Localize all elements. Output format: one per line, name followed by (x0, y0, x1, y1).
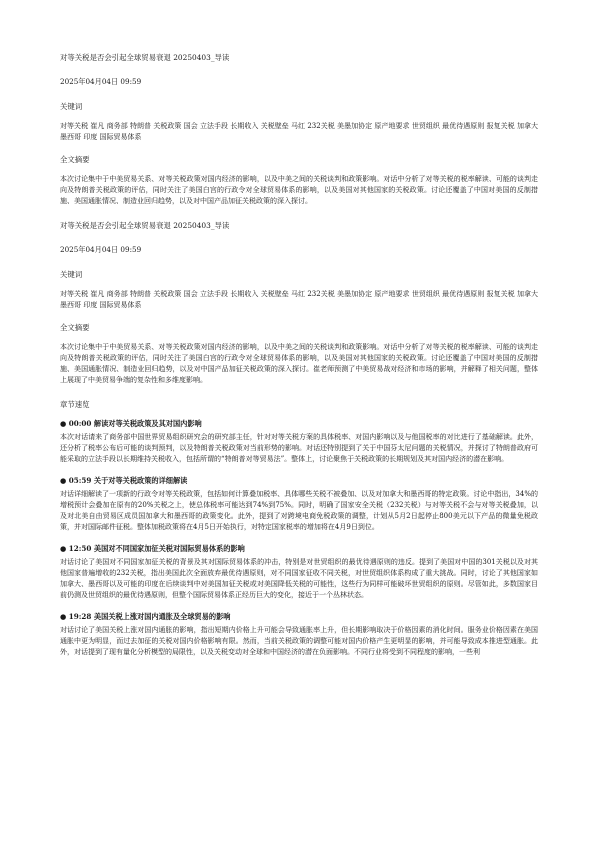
summary-text-repeat: 本次讨论集中于中美贸易关系、对等关税政策对国内经济的影响，以及中美之间的关税谈判和政策影响。对话中分析了对等关税的税率解读、可能的谈判走向及特朗普关税政策的评估，同时关注了美国白宫的行政令对全球贸易体系的影响，以及美国对其他国家的关税政策。讨论还覆盖了中国对美国的反制措施、美国通胀情况、制造业回归趋势，以及对中国产品加征关税政策的深入探讨。崔老师预测了中美贸易战对经济和市场的影响，并解释了相关问题，整体上展现了中美贸易争端的复杂性和多维度影响。 (60, 343, 538, 384)
document-date: 2025年04月04日 09:59 (60, 77, 142, 86)
document-title-repeat: 对等关税是否会引起全球贸易衰退 20250403_导读 (60, 221, 230, 230)
chapter-section (60, 419, 538, 465)
keywords-text-repeat: 对等关税 崔凡 商务部 特朗普 关税政策 国会 立法手段 长期收入 关税壁垒 马红 232关税 美墨加协定 原产地要求 世贸组织 最优待遇原则 报复关税 加拿大 墨西哥 印度 国际贸易体系 (60, 290, 538, 309)
chapter-text: 本次对话请来了商务部中国世界贸易组织研究会的研究部主任，针对对等关税方案的具体税率、对国内影响以及与他国税率的对比进行了基础解读。此外，还分析了税率公布后可能的谈判预判，以及特朗普关税政策对当前形势的影响。对话还特别提到了关于中国芬太尼问题的关税情况，并探讨了特朗普政府可能采取的立法手段以长期维持关税收入，包括所谓的“特朗普对等贸易法”。整体上，讨论聚焦于关税政策的长期规划及其对国内经济的潜在影响。 (60, 433, 538, 463)
keywords-text: 对等关税 崔凡 商务部 特朗普 关税政策 国会 立法手段 长期收入 关税壁垒 马红 232关税 美墨加协定 原产地要求 世贸组织 最优待遇原则 报复关税 加拿大 墨西哥 印度 国际贸易体系 (60, 122, 538, 141)
document-title: 对等关税是否会引起全球贸易衰退 20250403_导读 (60, 53, 230, 62)
chapter-title: ● 05:59 关于对等关税政策的详细解读 (60, 476, 188, 485)
chapter-title: ● 12:50 美国对不同国家加征关税对国际贸易体系的影响 (60, 544, 245, 553)
chapter-section (60, 612, 538, 658)
chapter-text: 对话详细解读了一项新的行政令对等关税政策，包括如何计算叠加税率、具体哪些关税不被叠加、以及对加拿大和墨西哥的特定政策。讨论中指出，34%的增税预计会叠加在原有的20%关税之上，使总体税率可能达到74%到75%。同时，明确了国家安全关税（232关税）与对等关税不会与对等关税叠加，以及对北美自由贸易区成员国加拿大和墨西哥的政策变化。此外，提到了对跨境电商免税政策的调整，计划从5月2日起停止800美元以下产品的微量免税政策，并对国际邮件征税。整体加税政策将在4月5日开始执行，对特定国家税率的增加将在4月9日到位。 (60, 490, 538, 531)
document-date-repeat: 2025年04月04日 09:59 (60, 245, 142, 254)
chapter-section (60, 476, 538, 533)
keywords-heading-repeat: 关键词 (60, 270, 83, 279)
chapter-section (60, 544, 538, 601)
chapter-text: 对话讨论了美国对不同国家加征关税的背景及其对国际贸易体系的冲击，特别是对世贸组织的最优待遇原则的违反。提到了美国对中国的301关税以及对其他国家普遍增收的232关税，指出美国此次全面放弃最优待遇原则，对不同国家征收不同关税，对世贸组织体系构成了重大挑战。同时，讨论了其他国家如加拿大、墨西哥以及可能的印度在后续谈判中对美国加征关税或对美国降低关税的可能性，这些行为同样可能破坏世贸组织的原则。尽管如此，多数国家目前仍测及世贸组织的最优待遇原则，但整个国际贸易体系正经历巨大的变化，接近于一个丛林状态。 (60, 558, 538, 599)
chapter-title: ● 19:28 美国关税上涨对国内通胀及全球贸易的影响 (60, 612, 231, 621)
document-page (60, 52, 538, 669)
summary-heading: 全文摘要 (60, 155, 90, 164)
summary-heading-repeat: 全文摘要 (60, 323, 90, 332)
chapter-title: ● 00:00 解读对等关税政策及其对国内影响 (60, 419, 202, 428)
chapters-heading: 章节速览 (60, 400, 90, 409)
keywords-heading: 关键词 (60, 102, 83, 111)
chapter-text: 对话讨论了美国关税上涨对国内通胀的影响，指出短期内价格上升可能会导致通胀率上升，但长期影响取决于价格因素的消化时间。服务业价格因素在美国通胀中更为明显，而过去加征的关税对国内价格影响有限。然而，当前关税政策的调整可能对国内价格产生更明显的影响，并可能导致成本推进型通胀。此外，对话提到了现有量化分析模型的局限性，以及关税变动对全球和中国经济的潜在负面影响。不同行业将受到不同程度的影响，一些利 (60, 626, 538, 656)
summary-text: 本次讨论集中于中美贸易关系、对等关税政策对国内经济的影响，以及中美之间的关税谈判和政策影响。对话中分析了对等关税的税率解读、可能的谈判走向及特朗普关税政策的评估，同时关注了美国白宫的行政令对全球贸易体系的影响，以及美国对其他国家的关税政策。讨论还覆盖了中国对美国的反制措施、美国通胀情况、制造业回归趋势，以及对中国产品加征关税政策的深入探讨。 (60, 175, 538, 205)
